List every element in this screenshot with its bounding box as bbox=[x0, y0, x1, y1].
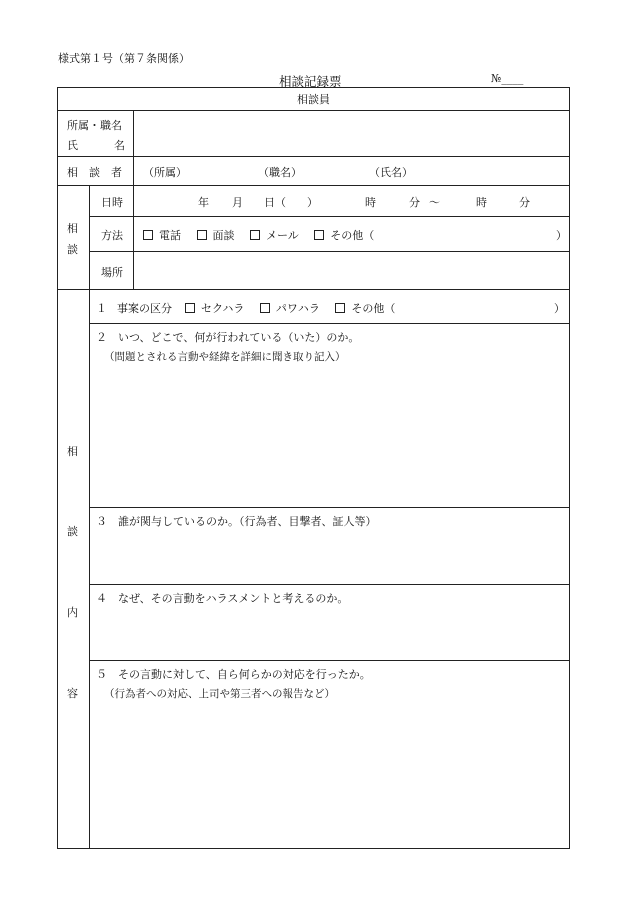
consultant-header: 相談員 bbox=[297, 93, 330, 106]
consultee-label: 相 談 者 bbox=[67, 166, 122, 179]
content-side-3: 内 bbox=[67, 606, 78, 619]
dt-tilde: ～ bbox=[429, 196, 440, 209]
content-side-2: 談 bbox=[67, 525, 78, 538]
checkbox-icon bbox=[250, 230, 260, 240]
consultant-input-area[interactable] bbox=[135, 112, 567, 154]
method-option-phone[interactable]: 電話 bbox=[143, 227, 181, 243]
dt-month: 月 bbox=[232, 196, 243, 209]
q3-question: ３ 誰が関与しているのか。（行為者、目撃者、証人等） bbox=[96, 515, 377, 528]
name-label-first: 氏 bbox=[67, 139, 78, 152]
checkbox-icon bbox=[197, 230, 207, 240]
q1-options bbox=[185, 300, 407, 316]
q5-answer-area[interactable] bbox=[91, 704, 567, 846]
dt-minute-start: 分 bbox=[409, 196, 420, 209]
place-input[interactable] bbox=[135, 253, 567, 287]
method-option-email[interactable]: メール bbox=[250, 227, 299, 243]
checkbox-icon bbox=[143, 230, 153, 240]
form-reference: 様式第１号（第７条関係） bbox=[58, 52, 190, 65]
form-title: 相談記録票 bbox=[279, 74, 342, 89]
dt-minute-end: 分 bbox=[519, 196, 530, 209]
q1-option-power[interactable]: パワハラ bbox=[260, 300, 320, 316]
place-label: 場所 bbox=[101, 266, 123, 279]
dt-year: 年 bbox=[198, 196, 209, 209]
q5-note: （行為者への対応、上司や第三者への報告など） bbox=[104, 688, 335, 700]
checkbox-icon bbox=[260, 303, 270, 313]
affiliation-label: 所属・職名 bbox=[67, 119, 122, 132]
consultation-side-label-1: 相 bbox=[67, 222, 78, 235]
q3-answer-area[interactable] bbox=[91, 532, 567, 582]
q1-number: １ bbox=[96, 302, 107, 315]
method-option-other[interactable]: その他（ bbox=[314, 227, 374, 243]
record-number[interactable]: №____ bbox=[491, 72, 524, 85]
consultee-position[interactable]: （職名） bbox=[258, 166, 302, 179]
dt-close: ） bbox=[307, 196, 318, 209]
q1-option-other[interactable]: その他（ bbox=[335, 300, 395, 316]
consultation-side-label-2: 談 bbox=[67, 243, 78, 256]
q2-note: （問題とされる言動や経緯を詳細に聞き取り記入） bbox=[104, 351, 346, 363]
q1-option-sexual[interactable]: セクハラ bbox=[185, 300, 244, 316]
checkbox-icon bbox=[335, 303, 345, 313]
content-side-1: 相 bbox=[67, 445, 78, 458]
consultee-name[interactable]: （氏名） bbox=[369, 166, 413, 179]
checkbox-icon bbox=[314, 230, 324, 240]
method-close: ） bbox=[556, 229, 567, 242]
dt-hour-start: 時 bbox=[365, 196, 376, 209]
q2-question: ２ いつ、どこで、何が行われている（いた）のか。 bbox=[96, 331, 360, 344]
name-label-second: 名 bbox=[114, 139, 125, 152]
content-side-4: 容 bbox=[67, 687, 78, 700]
dt-day: 日（ bbox=[264, 196, 286, 209]
q4-question: ４ なぜ、その言動をハラスメントと考えるのか。 bbox=[96, 592, 349, 605]
q2-answer-area[interactable] bbox=[91, 368, 567, 505]
method-label: 方法 bbox=[101, 229, 123, 242]
method-options bbox=[143, 227, 386, 243]
q1-label: 事案の区分 bbox=[117, 302, 172, 315]
checkbox-icon bbox=[185, 303, 195, 313]
consultee-affiliation[interactable]: （所属） bbox=[143, 166, 187, 179]
datetime-label: 日時 bbox=[101, 196, 123, 209]
q4-answer-area[interactable] bbox=[91, 608, 567, 658]
dt-hour-end: 時 bbox=[476, 196, 487, 209]
q5-question: ５ その言動に対して、自ら何らかの対応を行ったか。 bbox=[96, 668, 371, 681]
q1-close: ） bbox=[554, 302, 565, 315]
method-option-meeting[interactable]: 面談 bbox=[197, 227, 235, 243]
